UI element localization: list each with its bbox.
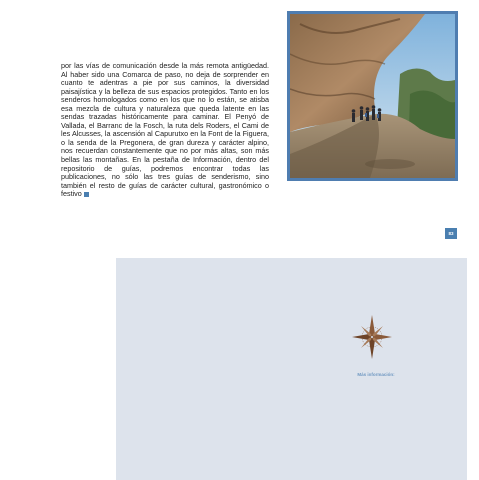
cave-hikers-image	[290, 14, 455, 178]
end-of-article-mark	[84, 192, 89, 197]
page-number: 83	[445, 228, 457, 239]
hiking-photo	[287, 11, 458, 181]
compass-rose-icon	[352, 313, 392, 361]
article-paragraph: por las vías de comunicación desde la más remota antigüedad. Al haber sido una Comarca de paso, no deja de sorprender en cuanto te adentras a pie por sus caminos, la diversidad paisajística y la belleza de sus espacios protegidos. Tanto en los senderos homologados como en los que no lo están, se atisba esa mezcla de cultura y naturaleza que queda latente en las sendas trazadas históricamente para caminar. El Penyó de Vallada, el Barranc de la Fosch, la ruta dels Roders, el Cami de les Alcusses, la ascensión al Capurutxo en la Font de la Figuera, o la senda de la Pregonera, de gran dureza y carácter alpino, nos recuerdan constantemente que no por más altas, son más bellas las montañas. En la pestaña de Información, dentro del repositorio de guías, podremos encontrar todas las publicaciones, no sólo las tres guías de senderismo, sino también el resto de guías de carácter cultural, gastronómico o festivo	[61, 61, 269, 199]
article-text	[61, 62, 269, 199]
more-info-title: Más información:	[357, 372, 395, 377]
more-info-panel	[116, 258, 467, 480]
